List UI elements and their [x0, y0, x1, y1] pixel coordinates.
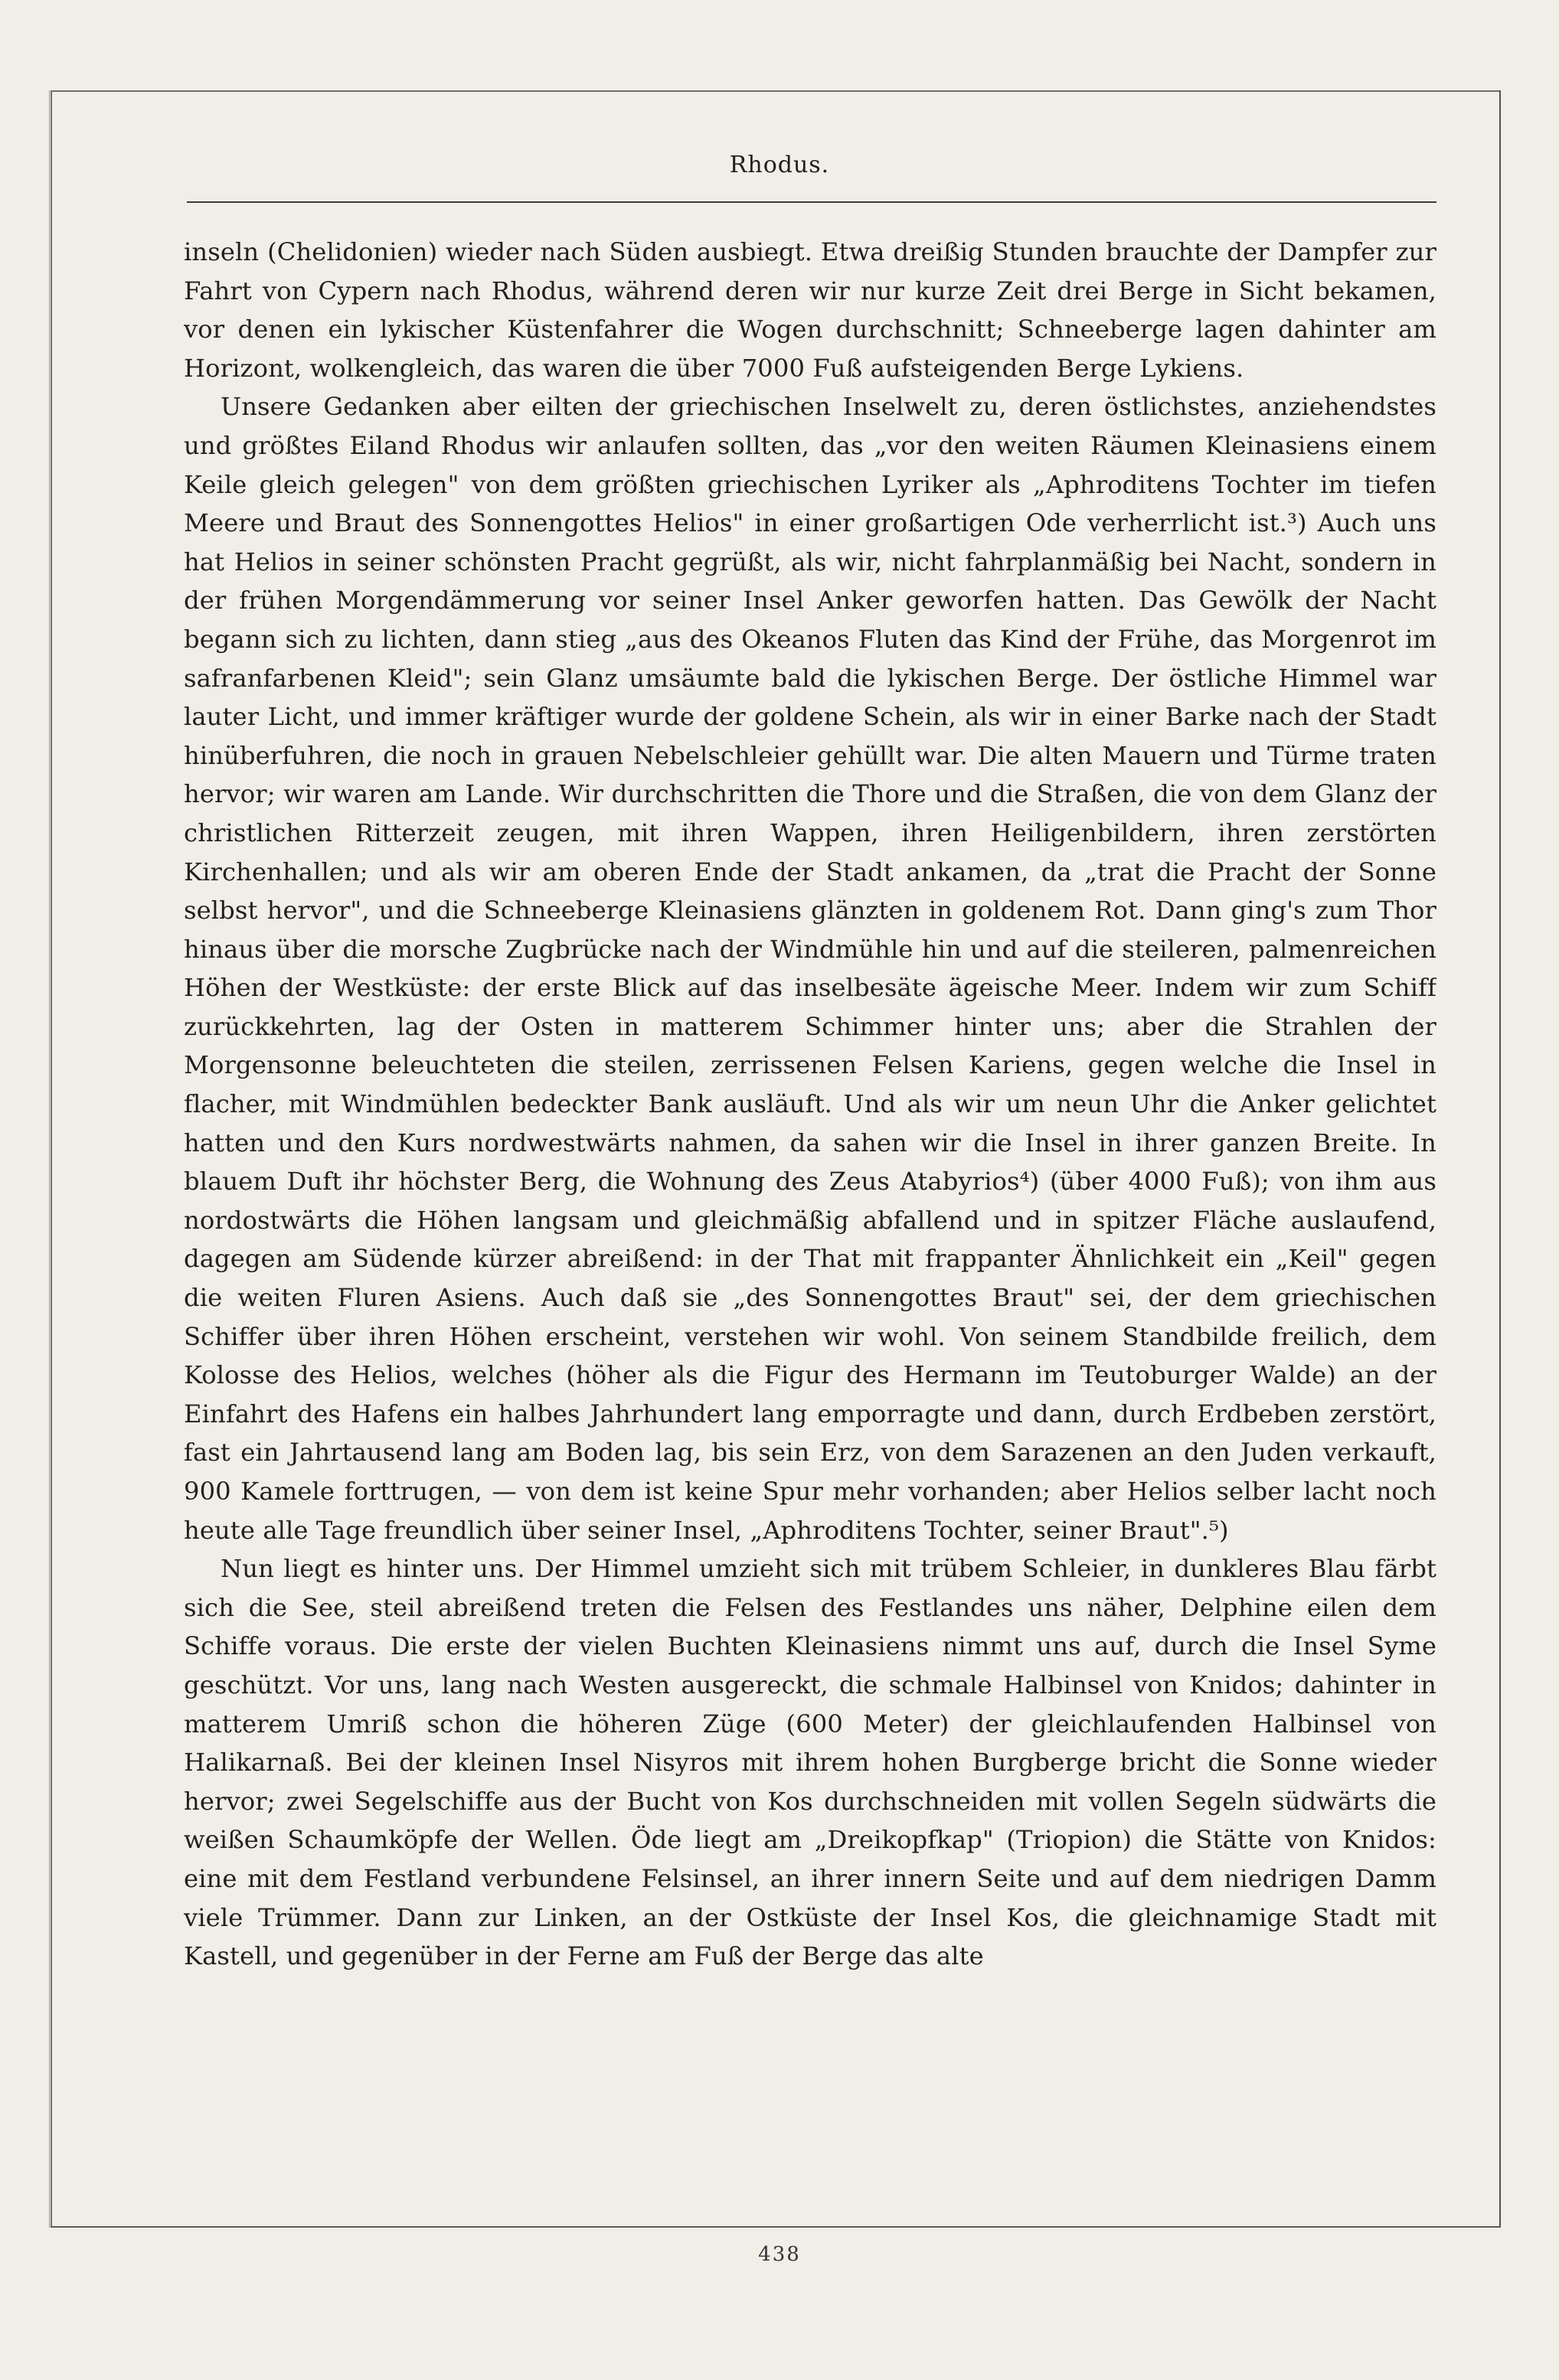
header-rule [187, 201, 1436, 203]
page-border-right-line [1499, 90, 1501, 2228]
paragraph-1: inseln (Chelidonien) wieder nach Süden ausbiegt. Etwa dreißig Stunden brauchte der Dampfer zur Fahrt von Cypern nach Rhodus, während deren wir nur kurze Zeit drei Berge in Sicht bekamen, vor denen ein lykischer Küstenfahrer die Wogen durchschnitt; Schneeberge lagen dahinter am Horizont, wolkengleich, das waren die über 7000 Fuß aufsteigenden Berge Lykiens. [184, 237, 1436, 383]
body-text [184, 233, 1436, 2186]
running-head: Rhodus. [729, 152, 830, 178]
paragraph-3: Nun liegt es hinter uns. Der Himmel umzieht sich mit trübem Schleier, in dunkleres Blau färbt sich die See, steil abreißend treten die Felsen des Festlandes uns näher, Delphine eilen dem Schiffe voraus. Die erste der vielen Buchten Kleinasiens nimmt uns auf, durch die Insel Syme geschützt. Vor uns, lang nach Westen ausgereckt, die schmale Halbinsel von Knidos; dahinter in matterem Umriß schon die höheren Züge (600 Meter) der gleichlaufenden Halbinsel von Halikarnaß. Bei der kleinen Insel Nisyros mit ihrem hohen Burgberge bricht die Sonne wieder hervor; zwei Segelschiffe aus der Bucht von Kos durchschneiden mit vollen Segeln südwärts die weißen Schaumköpfe der Wellen. Öde liegt am „Dreikopfkap" (Triopion) die Stätte von Knidos: eine mit dem Festland verbundene Felsinsel, an ihrer innern Seite und auf dem niedrigen Damm viele Trümmer. Dann zur Linken, an der Ostküste der Insel Kos, die gleichnamige Stadt mit Kastell, und gegenüber in der Ferne am Fuß der Berge das alte [184, 1554, 1436, 1971]
page-number: 438 [758, 2243, 801, 2266]
paragraph-2: Unsere Gedanken aber eilten der griechischen Inselwelt zu, deren östlichstes, anziehendstes und größtes Eiland Rhodus wir anlaufen sollten, das „vor den weiten Räumen Kleinasiens einem Keile gleich gelegen" von dem größten griechischen Lyriker als „Aphroditens Tochter im tiefen Meere und Braut des Sonnengottes Helios" in einer großartigen Ode verherrlicht ist.³) Auch uns hat Helios in seiner schönsten Pracht gegrüßt, als wir, nicht fahrplanmäßig bei Nacht, sondern in der frühen Morgendämmerung vor seiner Insel Anker geworfen hatten. Das Gewölk der Nacht begann sich zu lichten, dann stieg „aus des Okeanos Fluten das Kind der Frühe, das Morgenrot im safranfarbenen Kleid"; sein Glanz umsäumte bald die lykischen Berge. Der östliche Himmel war lauter Licht, und immer kräftiger wurde der goldene Schein, als wir in einer Barke nach der Stadt hinüberfuhren, die noch in grauen Nebelschleier gehüllt war. Die alten Mauern und Türme traten hervor; wir waren am Lande. Wir durchschritten die Thore und die Straßen, die von dem Glanz der christlichen Ritterzeit zeugen, mit ihren Wappen, ihren Heiligenbildern, ihren zerstörten Kirchenhallen; und als wir am oberen Ende der Stadt ankamen, da „trat die Pracht der Sonne selbst hervor", und die Schneeberge Kleinasiens glänzten in goldenem Rot. Dann ging's zum Thor hinaus über die morsche Zugbrücke nach der Windmühle hin und auf die steileren, palmenreichen Höhen der Westküste: der erste Blick auf das inselbesäte ägeische Meer. Indem wir zum Schiff zurückkehrten, lag der Osten in matterem Schimmer hinter uns; aber die Strahlen der Morgensonne beleuchteten die steilen, zerrissenen Felsen Kariens, gegen welche die Insel in flacher, mit Windmühlen bedeckter Bank ausläuft. Und als wir um neun Uhr die Anker gelichtet hatten und den Kurs nordwestwärts nahmen, da sahen wir die Insel in ihrer ganzen Breite. In blauem Duft ihr höchster Berg, die Wohnung des Zeus Atabyrios⁴) (über 4000 Fuß); von ihm aus nordostwärts die Höhen langsam und gleichmäßig abfallend und in spitzer Fläche auslaufend, dagegen am Südende kürzer abreißend: in der That mit frappanter Ähnlichkeit ein „Keil" gegen die weiten Fluren Asiens. Auch daß sie „des Sonnengottes Braut" sei, der dem griechischen Schiffer über ihren Höhen erscheint, verstehen wir wohl. Von seinem Standbilde freilich, dem Kolosse des Helios, welches (höher als die Figur des Hermann im Teutoburger Walde) an der Einfahrt des Hafens ein halbes Jahrhundert lang emporragte und dann, durch Erdbeben zerstört, fast ein Jahrtausend lang am Boden lag, bis sein Erz, von dem Sarazenen an den Juden verkauft, 900 Kamele forttrugen, — von dem ist keine Spur mehr vorhanden; aber Helios selber lacht noch heute alle Tage freundlich über seiner Insel, „Aphroditens Tochter, seiner Braut".⁵) [184, 392, 1436, 1545]
page-border-left-line [49, 90, 50, 2228]
footer-rule [51, 2226, 1501, 2228]
